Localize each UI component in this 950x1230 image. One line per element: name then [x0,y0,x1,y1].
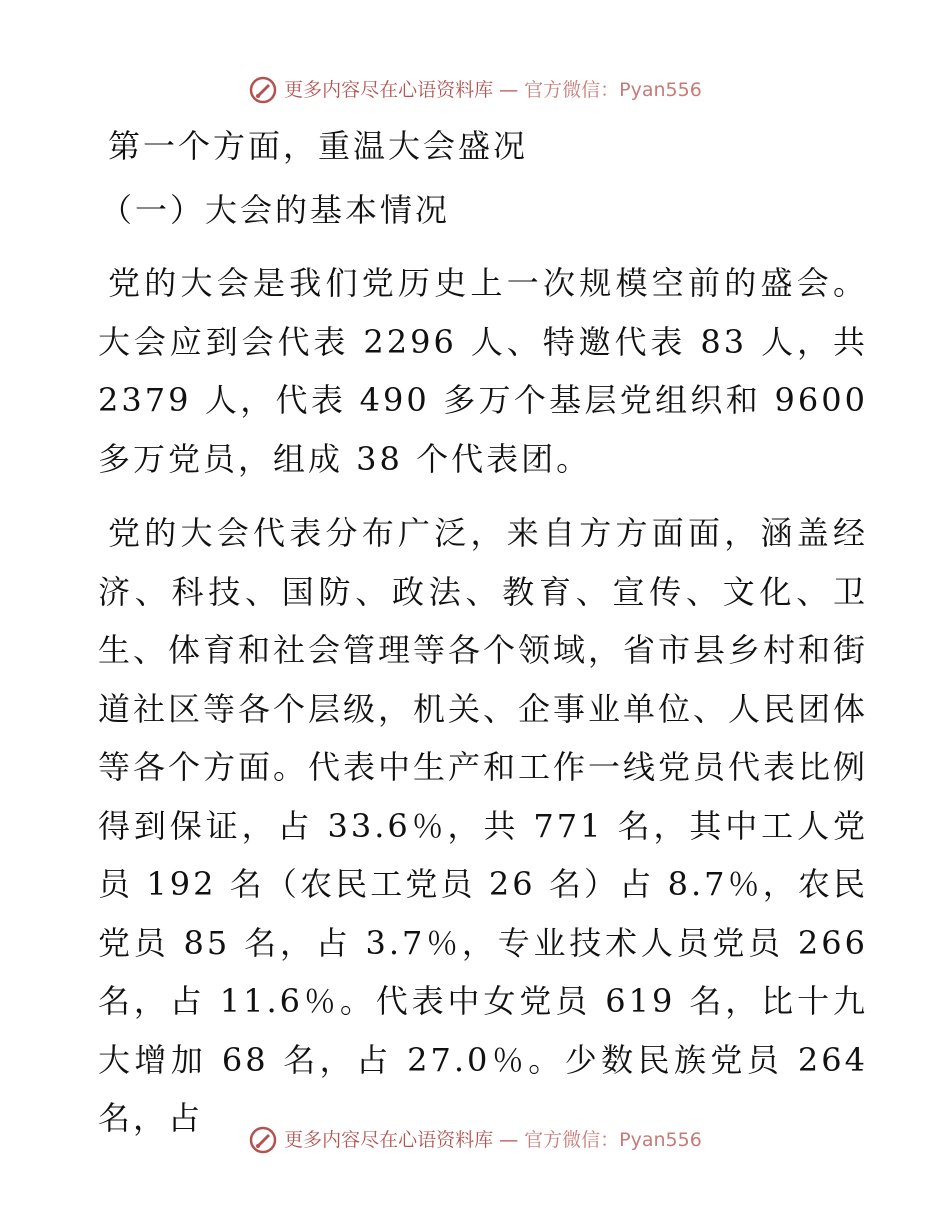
watermark-wechat-text: 官方微信：Pyan556 [524,79,702,101]
brand-logo-icon [248,1125,278,1155]
watermark-separator: — [499,1129,519,1151]
footer-watermark [0,1125,950,1155]
paragraph-congress-overview: 党的大会是我们党历史上一次规模空前的盛会。大会应到会代表 2296 人、特邀代表 83 人，共 2379 人，代表 490 多万个基层党组织和 9600 多万党员，组成 38 个代表团。 [98,264,868,478]
brand-logo-icon [248,75,278,105]
section-heading: 第一个方面，重温大会盛况 [108,127,529,165]
subsection-heading: （一）大会的基本情况 [100,191,451,229]
watermark-main-text: 更多内容尽在心语资料库 [284,1129,494,1151]
watermark-main-text: 更多内容尽在心语资料库 [284,79,494,101]
watermark-wechat-text: 官方微信：Pyan556 [524,1129,702,1151]
paragraph-delegate-distribution: 党的大会代表分布广泛，来自方方面面，涵盖经济、科技、国防、政法、教育、宣传、文化、卫生、体育和社会管理等各个领域，省市县乡村和街道社区等各个层级，机关、企事业单位、人民团体等各个方面。代表中生产和工作一线党员代表比例得到保证，占 33.6％，共 771 名，其中工人党员 192 名（农民工党员 26 名）占 8.7％，农民党员 85 名，占 3.7％，专业技术人员党员 266 名，占 11.6％。代表中女党员 619 名，比十九大增加 68 名，占 27.0％。少数民族党员 264 名，占 [98,514,869,1137]
watermark-separator: — [499,79,519,101]
document-body [98,124,868,1148]
header-watermark [0,75,950,105]
